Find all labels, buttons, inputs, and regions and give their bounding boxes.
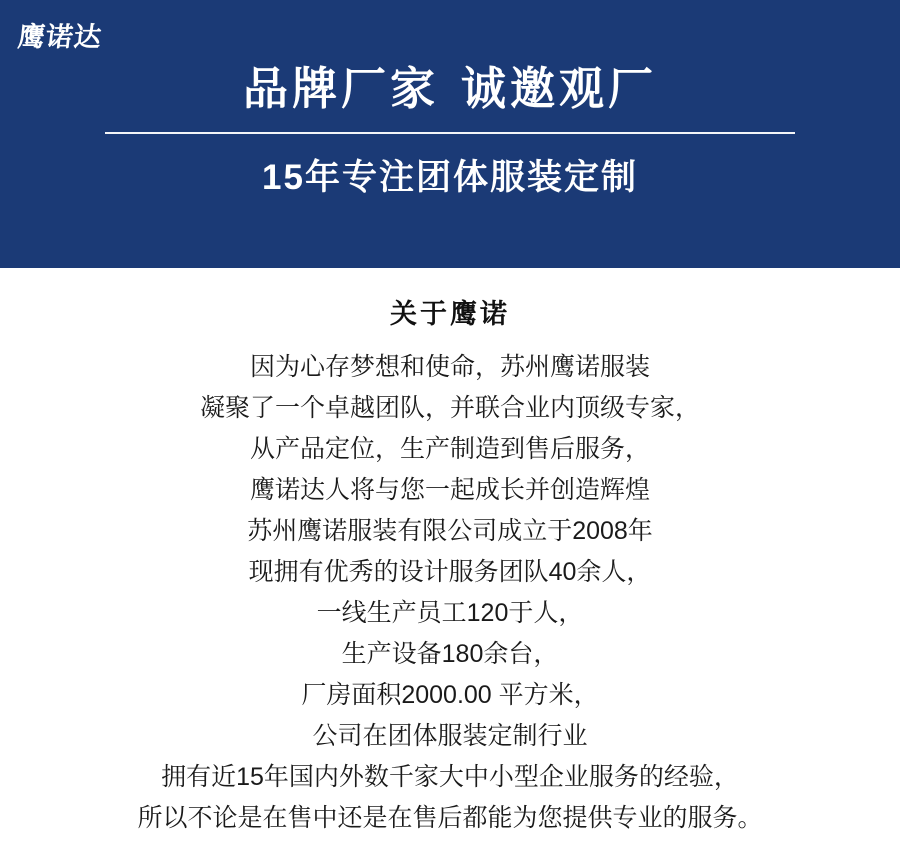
about-line: 现拥有优秀的设计服务团队40余人， xyxy=(248,558,652,586)
about-line: 公司在团体服装定制行业 xyxy=(312,722,588,750)
banner-subtitle: 15年专注团体服装定制 xyxy=(262,158,638,197)
about-line: 生产设备180余台， xyxy=(341,640,559,668)
about-line: 拥有近15年国内外数千家大中小型企业服务的经验， xyxy=(161,763,739,791)
about-line: 因为心存梦想和使命，苏州鹰诺服装 xyxy=(249,353,650,381)
about-line: 所以不论是在售中还是在售后都能为您提供专业的服务。 xyxy=(137,804,763,832)
about-body xyxy=(0,347,900,839)
banner-divider xyxy=(105,132,795,134)
brand-logo-text: 鹰诺达 xyxy=(16,22,104,52)
banner-content xyxy=(0,0,900,268)
about-heading: 关于鹰诺 xyxy=(390,299,510,329)
about-line: 一线生产员工120于人， xyxy=(316,599,584,627)
banner-title-right: 诚邀观厂 xyxy=(461,63,658,114)
about-line: 厂房面积2000.00 平方米， xyxy=(301,681,599,709)
about-line: 苏州鹰诺服装有限公司成立于2008年 xyxy=(247,517,653,545)
banner-title-left: 品牌厂家 xyxy=(242,63,439,114)
about-line: 从产品定位，生产制造到售后服务， xyxy=(249,435,650,463)
about-line: 凝聚了一个卓越团队，并联合业内顶级专家， xyxy=(199,394,700,422)
about-line: 鹰诺达人将与您一起成长并创造辉煌 xyxy=(249,476,650,504)
hero-banner xyxy=(0,0,900,268)
about-section xyxy=(0,268,900,839)
banner-title xyxy=(243,62,657,116)
